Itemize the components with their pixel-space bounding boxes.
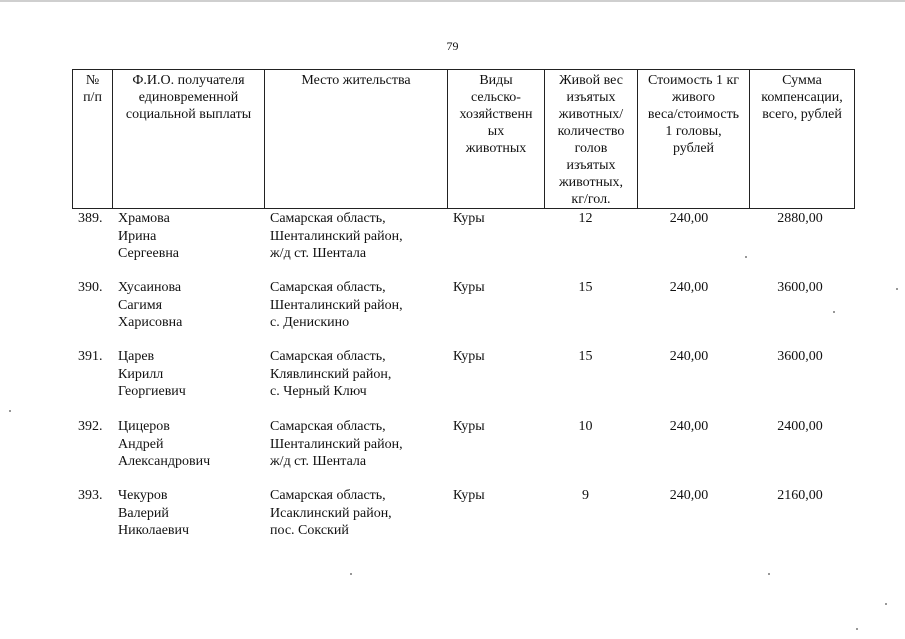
header-col-number: № п/п xyxy=(73,70,113,209)
live-weight: 12 xyxy=(578,211,593,226)
scan-top-edge xyxy=(0,0,905,2)
table-row xyxy=(72,487,854,547)
unit-price: 240,00 xyxy=(669,211,709,226)
scan-speck xyxy=(856,628,858,630)
unit-price: 240,00 xyxy=(669,349,709,364)
scan-speck xyxy=(9,410,11,412)
table-row xyxy=(72,418,854,478)
header-col-animal-type: Виды сельско- хозяйственн ых животных xyxy=(448,70,545,209)
row-number: 393. xyxy=(78,488,103,503)
header-col-unit-price: Стоимость 1 кг живого веса/стоимость 1 головы, рублей xyxy=(638,70,750,209)
scan-speck xyxy=(896,288,898,290)
header-col-recipient: Ф.И.О. получателя единовременной социальной выплаты xyxy=(113,70,265,209)
total-compensation: 3600,00 xyxy=(777,280,823,295)
animal-type: Куры xyxy=(453,419,485,434)
residence: Самарская область, Исаклинский район, пос. Сокский xyxy=(270,488,392,538)
total-compensation: 3600,00 xyxy=(777,349,823,364)
recipient-name: Чекуров Валерий Николаевич xyxy=(118,488,190,538)
row-number: 392. xyxy=(78,419,103,434)
table-row xyxy=(72,348,854,408)
scan-speck xyxy=(885,603,887,605)
recipient-name: Хусаинова Сагимя Харисовна xyxy=(118,280,183,330)
residence: Самарская область, Шенталинский район, с. Денискино xyxy=(270,280,403,330)
unit-price: 240,00 xyxy=(669,280,709,295)
row-number: 389. xyxy=(78,211,103,226)
scan-speck xyxy=(745,256,747,258)
animal-type: Куры xyxy=(453,211,485,226)
row-number: 391. xyxy=(78,349,103,364)
header-row xyxy=(73,70,855,209)
residence: Самарская область, Клявлинский район, с. Черный Ключ xyxy=(270,349,392,399)
header-col-residence: Место жительства xyxy=(265,70,448,209)
recipient-name: Царев Кирилл Георгиевич xyxy=(118,349,186,399)
unit-price: 240,00 xyxy=(669,488,709,503)
animal-type: Куры xyxy=(453,488,485,503)
recipient-name: Цицеров Андрей Александрович xyxy=(118,419,211,469)
recipient-name: Храмова Ирина Сергеевна xyxy=(118,211,180,261)
total-compensation: 2880,00 xyxy=(777,211,823,226)
live-weight: 15 xyxy=(578,280,593,295)
page-number: 79 xyxy=(446,39,459,53)
scan-speck xyxy=(350,573,352,575)
animal-type: Куры xyxy=(453,349,485,364)
residence: Самарская область, Шенталинский район, ж/д ст. Шентала xyxy=(270,211,403,261)
total-compensation: 2400,00 xyxy=(777,419,823,434)
scan-speck xyxy=(768,573,770,575)
total-compensation: 2160,00 xyxy=(777,488,823,503)
animal-type: Куры xyxy=(453,280,485,295)
live-weight: 10 xyxy=(578,419,593,434)
table-row xyxy=(72,210,854,270)
table-header xyxy=(72,69,855,209)
live-weight: 9 xyxy=(582,488,589,503)
row-number: 390. xyxy=(78,280,103,295)
residence: Самарская область, Шенталинский район, ж/д ст. Шентала xyxy=(270,419,403,469)
header-col-live-weight: Живой вес изъятых животных/ количество голов изъятых животных, кг/гол. xyxy=(545,70,638,209)
header-col-total: Сумма компенсации, всего, рублей xyxy=(750,70,855,209)
scan-speck xyxy=(833,311,835,313)
live-weight: 15 xyxy=(578,349,593,364)
unit-price: 240,00 xyxy=(669,419,709,434)
table-row xyxy=(72,279,854,339)
